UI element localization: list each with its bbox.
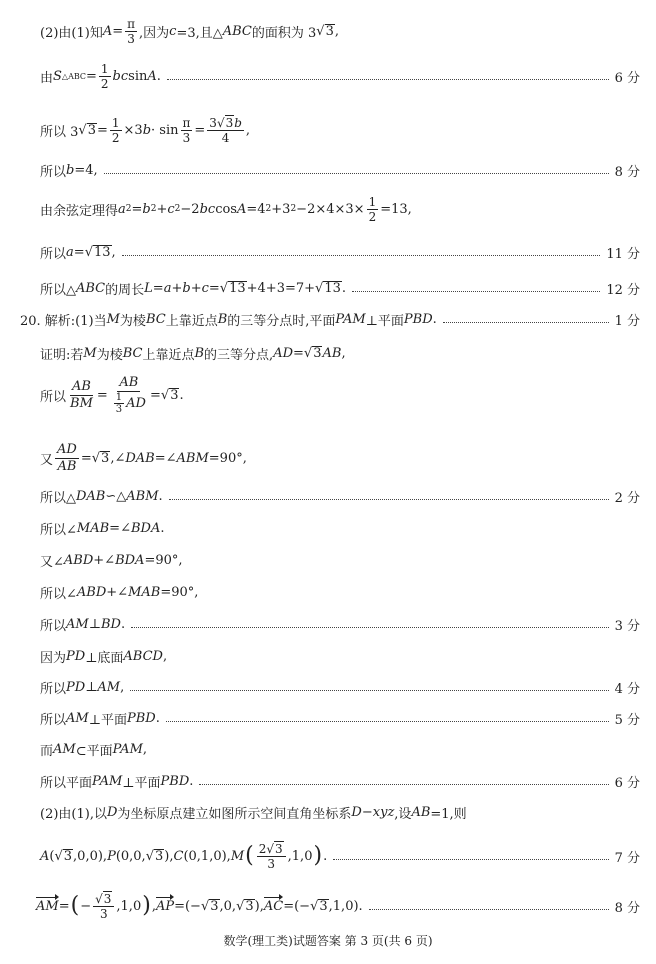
var: MAB [76,520,110,536]
numerator: 1 [115,392,123,403]
text: , [111,244,116,260]
var: ABM [176,450,209,466]
var: ABD [76,584,107,600]
line-5 [0,189,656,229]
text: (0,1,0), [183,848,231,864]
text: = [112,23,124,39]
text: 所以 [40,618,67,634]
sqrt: √ 3 [316,23,334,39]
var: PAM [112,741,143,757]
fraction [114,392,124,415]
text: = [96,122,108,138]
var: DAB [125,450,155,466]
var: ABCD [123,648,163,664]
leader-dots [166,721,609,722]
denominator: 3 [99,907,108,921]
var: AB [322,345,342,361]
var: A [236,201,247,217]
denominator [110,392,148,415]
text: 所以 3 [40,124,79,140]
sqrt: √ 3 [303,345,322,361]
text: 的面积为 3 [251,25,317,41]
score-label: 6 分 [614,70,640,86]
score-label: 3 分 [614,618,640,634]
var: PAM [335,311,366,327]
text: ,∠ [110,450,126,466]
denominator: AB [57,458,77,474]
fraction [93,891,114,921]
text: cos [215,201,237,217]
sqrt: √ 3 [216,116,234,130]
line-3 [0,110,656,150]
vector-ac: AC [263,898,284,914]
text: ⊥平面 [122,775,161,791]
text: ⊥平面 [88,712,127,728]
text: 的三等分点时,平面 [227,313,336,329]
text: −2 [180,201,200,217]
denominator: 2 [100,76,109,91]
text: (2)由(1),以 [40,806,107,822]
radicand: 3 [225,116,234,130]
text: 上靠近点 [142,347,195,363]
var: ABC [222,23,252,39]
numerator [257,841,286,857]
numerator [207,115,244,131]
text: ,设 [394,806,412,822]
var: AD [273,345,293,361]
denominator: 2 [368,209,377,224]
numerator: π [182,115,191,130]
text: =∠ [154,450,177,466]
sqrt: √ 3 [91,450,110,466]
text: =1,则 [430,806,467,822]
text: = [96,387,108,403]
text: , [151,898,156,914]
text: . [179,387,184,403]
var: ABM [126,488,159,504]
radicand: 3 [63,848,73,864]
var: M [230,848,245,864]
radicand: 13 [324,280,341,296]
radicand: 3 [87,122,96,138]
line-2 [0,56,656,96]
subscript: △ABC [61,71,86,81]
radicand: 13 [229,280,246,296]
line-9 [0,333,656,373]
text: , [120,679,125,695]
text: ,1,0). [328,898,363,914]
sqrt: √ 3 [160,387,179,403]
text: 证明:若 [40,347,84,363]
text: ×3 [123,122,143,138]
text: + [171,280,183,296]
line-24 [0,884,656,928]
fraction [110,116,122,145]
score-label: 2 分 [614,490,640,506]
text: =4 [246,201,266,217]
leader-dots [199,784,608,785]
sqrt: √ 13 [219,280,246,296]
text: =(− [174,898,201,914]
text: ,因为 [139,25,170,41]
var: BD [100,616,121,632]
text: ,1,0 [116,898,142,914]
text: =90°, [144,552,183,568]
text: +∠ [93,552,116,568]
left-paren: ( [70,893,80,918]
var: b [142,201,151,217]
var: D [106,804,118,820]
text: , [341,345,346,361]
numerator: AB [71,378,91,394]
leader-dots [131,627,609,628]
text: 而 [40,743,54,759]
text: − [80,898,92,914]
text: (0,0, [115,848,146,864]
var: P [107,848,116,864]
text: 20. 解析:(1)当 [20,313,107,329]
radicand: 3 [155,848,164,864]
leader-dots [130,690,608,691]
var: b [182,280,191,296]
fraction [257,841,286,871]
var: B [194,345,205,361]
var: c [201,280,209,296]
radicand: 3 [325,23,334,39]
var: L [144,280,153,296]
text: + [156,201,168,217]
numerator: π [127,16,136,31]
text: ,0, [219,898,237,914]
fraction [110,375,148,415]
var: BDA [130,520,161,536]
text: 因为 [40,650,67,666]
text: . [160,520,165,536]
text: 为棱 [119,313,146,329]
text: = [208,280,220,296]
text: 又 [40,452,54,468]
var: PD [66,648,86,664]
leader-dots [104,173,609,174]
fraction [125,17,137,46]
var: AM [97,679,121,695]
text: 所以 [40,389,67,405]
text: 的周长 [105,282,145,298]
text: ∽△ [105,488,127,504]
superscript: 2 [290,204,297,214]
var: PD [66,679,86,695]
text: 上靠近点 [165,313,218,329]
var: xyz [372,804,395,820]
text: 所以△ [40,490,76,506]
text: sin [128,68,148,84]
var: PBD [160,773,190,789]
text: =3,且△ [176,25,223,41]
text: . [155,710,160,726]
var: S [53,68,62,84]
leader-dots [369,909,609,910]
var: A [40,848,50,864]
sqrt: √ 3 [200,898,219,914]
fraction [207,115,244,145]
score-label: 5 分 [614,712,640,728]
var: A [102,23,113,39]
line-23 [0,834,656,878]
denominator: 3 [182,130,191,145]
line-10 [0,372,656,418]
left-paren: ( [245,843,254,868]
text: + [190,280,202,296]
text: =∠ [109,520,131,536]
text: ⊥ [88,616,101,632]
text: 所以∠ [40,586,77,602]
text: , [162,648,168,664]
var: BC [145,311,166,327]
var: M [83,345,97,361]
text: = [86,68,97,84]
text: 所以 [40,246,67,262]
text: . [189,773,194,789]
text: 所以 [40,164,67,180]
text: 由余弦定理得 [40,203,119,219]
var: c [169,23,177,39]
leader-dots [169,499,609,500]
sqrt: √ 3 [78,122,96,138]
fraction [367,195,379,224]
text: ), [254,898,264,914]
var: b [142,122,152,138]
score-label: 8 分 [614,164,640,180]
text: =90°, [160,584,199,600]
var: ABD [63,552,94,568]
sqrt: √ 3 [95,892,112,906]
text: +4+3=7+ [246,280,316,296]
right-paren: ) [142,893,151,918]
fraction [55,442,79,475]
superscript: 2 [125,204,132,214]
text: ⊥底面 [85,650,124,666]
text: = [131,201,143,217]
sqrt: √ 13 [84,244,111,260]
sqrt: √ 13 [315,280,341,296]
text: = [80,450,92,466]
text: = [194,122,206,138]
text: ⊂平面 [75,743,113,759]
right-paren: ) [313,843,323,868]
score-label: 6 分 [614,775,640,791]
sqrt: √ 3 [54,848,73,864]
var: BDA [115,552,145,568]
fraction [181,116,193,145]
superscript: 2 [265,204,272,214]
radicand: 3 [101,450,110,466]
radicand: 3 [275,842,283,856]
var: PBD [403,311,433,327]
leader-dots [167,79,609,80]
var: PBD [126,710,156,726]
text: ,0,0), [73,848,108,864]
var: MAB [128,584,161,600]
text: +3 [271,201,291,217]
vector-ap: AP [155,898,175,914]
var: c [167,201,175,217]
line-11 [0,438,656,478]
var: PAM [92,773,123,789]
text: . [323,848,328,864]
text: 由 [40,70,54,86]
denominator: 3 [127,31,135,46]
var: AD [126,395,146,411]
var: b [234,116,242,130]
text: − [361,804,373,820]
text: . [432,311,437,327]
page-footer: 数学(理工类)试题答案 第 3 页(共 6 页) [223,933,433,948]
var: D [351,804,362,820]
var: a [118,201,126,217]
text: =13, [380,201,412,217]
sqrt: √ 3 [236,898,254,914]
line-22 [0,792,656,832]
leader-dots [443,322,609,323]
text: 2 [258,842,267,856]
denominator: 3 [115,404,123,415]
text: = [73,244,85,260]
numerator: 1 [368,194,377,209]
var: AM [66,710,89,726]
var: A [147,68,157,84]
numerator: 1 [111,115,120,130]
score-label: 1 分 [614,313,640,329]
text: , [142,741,148,757]
text: , [334,23,340,39]
var: a [66,244,74,260]
line-1 [0,11,656,51]
var: C [173,848,184,864]
radicand: 3 [319,898,328,914]
denominator: 2 [111,130,120,145]
line-4 [0,150,656,190]
line-6 [0,232,656,272]
var: BC [122,345,143,361]
var: AB [411,804,431,820]
text: 所以 [40,712,67,728]
var: ABC [76,280,106,296]
text: = [293,345,304,361]
numerator: AD [57,441,77,457]
superscript: 2 [150,204,157,214]
numerator: AB [119,375,139,390]
var: M [106,311,120,327]
text: 3 [209,116,217,130]
text: 所以∠ [40,522,77,538]
text: ( [49,848,55,864]
leader-dots [122,255,601,256]
radicand: 3 [170,387,179,403]
sqrt: √ 3 [145,848,164,864]
leader-dots [352,291,600,292]
leader-dots [333,859,608,860]
var: AM [53,741,76,757]
sqrt: √ 3 [266,842,283,856]
radicand: 3 [313,345,322,361]
sqrt: √ 3 [310,898,328,914]
score-label: 7 分 [614,850,640,866]
text: , [245,122,251,138]
text: = [149,387,161,403]
text: 所以△ [40,282,76,298]
denominator: 3 [267,857,275,871]
text: −2×4×3× [296,201,365,217]
numerator [93,891,114,907]
radicand: 13 [93,244,111,260]
denominator: 4 [221,131,230,145]
text: ,1,0 [287,848,313,864]
text: 的三等分点, [204,347,274,363]
text: 又∠ [40,554,64,570]
text: =(− [283,898,311,914]
fraction [99,62,111,91]
text: . [156,68,161,84]
text: =90°, [208,450,247,466]
text: (2)由(1)知 [40,25,103,41]
text: ), [164,848,174,864]
var: B [217,311,228,327]
text: 所以 [40,681,67,697]
text: . [341,280,347,296]
var: a [163,280,172,296]
text: = [152,280,164,296]
var: bc [199,201,216,217]
var: b [66,162,75,178]
numerator: 1 [100,61,109,76]
radicand: 3 [210,898,219,914]
superscript: 2 [174,204,181,214]
radicand: 3 [245,898,254,914]
var: bc [112,68,129,84]
var: DAB [76,488,106,504]
radicand: 3 [103,892,112,906]
text: . [120,616,126,632]
score-label: 12 分 [606,282,640,298]
text: +∠ [106,584,129,600]
var: AM [66,616,89,632]
text: = [58,898,70,914]
text: 为棱 [96,347,123,363]
fraction [68,379,95,412]
text: 为坐标原点建立如图所示空间直角坐标系 [117,806,352,822]
text: ⊥ [85,679,98,695]
vector-am: AM [36,898,59,914]
text: =4, [74,162,98,178]
text: 所以平面 [40,775,93,791]
score-label: 11 分 [606,246,640,262]
score-label: 4 分 [614,681,640,697]
score-label: 8 分 [614,900,640,916]
denominator: BM [70,395,93,411]
text: ⊥平面 [365,313,404,329]
text: . [158,488,163,504]
text: · sin [151,122,179,138]
